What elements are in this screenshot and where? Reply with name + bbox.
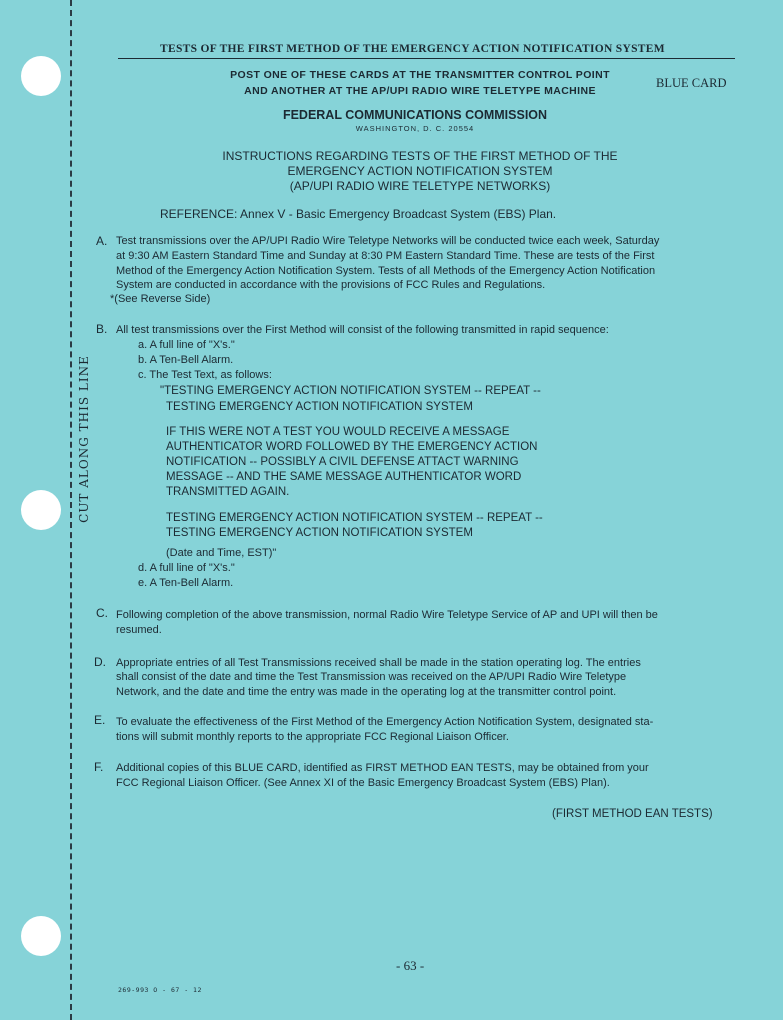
test-paragraph-line: TRANSMITTED AGAIN. bbox=[166, 486, 290, 498]
print-code: 269-993 O - 67 - 12 bbox=[118, 986, 202, 994]
section-e-line: To evaluate the effectiveness of the First Method of the Emergency Action Notification System, designated sta- bbox=[116, 716, 654, 728]
section-f-label: F. bbox=[94, 760, 104, 774]
instructions-title-line-3: (AP/UPI RADIO WIRE TELETYPE NETWORKS) bbox=[289, 179, 551, 193]
test-paragraph-line: IF THIS WERE NOT A TEST YOU WOULD RECEIVE A MESSAGE bbox=[166, 426, 510, 438]
agency-city: WASHINGTON, D. C. 20554 bbox=[355, 124, 475, 133]
punch-hole-bottom bbox=[21, 916, 61, 956]
punch-hole-top bbox=[21, 56, 61, 96]
title-rule bbox=[118, 58, 735, 59]
section-a-line: at 9:30 AM Eastern Standard Time and Sunday at 8:30 PM Eastern Standard Time. These are tests of the First bbox=[116, 250, 655, 262]
section-b-item-e: e. A Ten-Bell Alarm. bbox=[138, 577, 234, 589]
test-paragraph-line: AUTHENTICATOR WORD FOLLOWED BY THE EMERGENCY ACTION bbox=[166, 441, 538, 453]
test-paragraph-line: NOTIFICATION -- POSSIBLY A CIVIL DEFENSE ATTACT WARNING bbox=[166, 456, 519, 468]
test-text-line: TESTING EMERGENCY ACTION NOTIFICATION SYSTEM bbox=[166, 401, 473, 413]
test-text-line: "TESTING EMERGENCY ACTION NOTIFICATION SYSTEM -- REPEAT -- bbox=[160, 385, 541, 397]
page-number: - 63 - bbox=[396, 958, 425, 973]
test-text-line: TESTING EMERGENCY ACTION NOTIFICATION SYSTEM -- REPEAT -- bbox=[166, 512, 543, 524]
section-b-intro: All test transmissions over the First Method will consist of the following transmitted in rapid sequence: bbox=[116, 324, 609, 336]
card-color-label: BLUE CARD bbox=[656, 76, 727, 90]
section-c-line: resumed. bbox=[116, 624, 162, 636]
test-text-line: TESTING EMERGENCY ACTION NOTIFICATION SYSTEM bbox=[166, 527, 473, 539]
section-d-label: D. bbox=[94, 655, 106, 669]
section-c-label: C. bbox=[96, 606, 108, 620]
section-c-line: Following completion of the above transmission, normal Radio Wire Teletype Service of AP and UPI will then be bbox=[116, 609, 658, 621]
section-a-line: *(See Reverse Side) bbox=[110, 293, 211, 305]
section-d-line: Appropriate entries of all Test Transmissions received shall be made in the station operating log. The entries bbox=[116, 657, 641, 669]
section-b-label: B. bbox=[96, 322, 108, 336]
section-b-item-a: a. A full line of "X's." bbox=[138, 339, 235, 351]
section-b-item-d: d. A full line of "X's." bbox=[138, 562, 235, 574]
section-a-line: System are conducted in accordance with the provisions of FCC Rules and Regulations. bbox=[116, 279, 546, 291]
test-date-time: (Date and Time, EST)" bbox=[166, 547, 277, 559]
section-a-line: Method of the Emergency Action Notification System. Tests of all Methods of the Emergency Action Notification bbox=[116, 265, 656, 277]
section-e-label: E. bbox=[94, 713, 106, 727]
section-e-line: tions will submit monthly reports to the appropriate FCC Regional Liaison Officer. bbox=[116, 731, 509, 743]
section-a-line: Test transmissions over the AP/UPI Radio Wire Teletype Networks will be conducted twice each week, Saturday bbox=[116, 235, 660, 247]
reference-line: REFERENCE: Annex V - Basic Emergency Broadcast System (EBS) Plan. bbox=[160, 207, 557, 221]
card-title: TESTS OF THE FIRST METHOD OF THE EMERGENCY ACTION NOTIFICATION SYSTEM bbox=[160, 43, 665, 55]
section-d-line: shall consist of the date and time the Test Transmission was received on the AP/UPI Radio Wire Teletype bbox=[116, 671, 627, 683]
agency-name: FEDERAL COMMUNICATIONS COMMISSION bbox=[282, 108, 548, 122]
section-f-line: Additional copies of this BLUE CARD, identified as FIRST METHOD EAN TESTS, may be obtained from your bbox=[116, 762, 649, 774]
section-b-item-b: b. A Ten-Bell Alarm. bbox=[138, 354, 234, 366]
instructions-title-line-1: INSTRUCTIONS REGARDING TESTS OF THE FIRST METHOD OF THE bbox=[222, 149, 618, 163]
section-b-item-c: c. The Test Text, as follows: bbox=[138, 369, 272, 381]
cut-line-label: CUT ALONG THIS LINE bbox=[77, 355, 91, 523]
punch-hole-middle bbox=[21, 490, 61, 530]
test-paragraph-line: MESSAGE -- AND THE SAME MESSAGE AUTHENTICATOR WORD bbox=[166, 471, 522, 483]
section-a-label: A. bbox=[96, 234, 108, 248]
posting-instruction-line-2: AND ANOTHER AT THE AP/UPI RADIO WIRE TELETYPE MACHINE bbox=[244, 85, 596, 97]
instructions-title-line-2: EMERGENCY ACTION NOTIFICATION SYSTEM bbox=[287, 164, 553, 178]
section-f-closing: (FIRST METHOD EAN TESTS) bbox=[552, 808, 713, 820]
posting-instruction-line-1: POST ONE OF THESE CARDS AT THE TRANSMITTER CONTROL POINT bbox=[230, 69, 610, 81]
section-f-line: FCC Regional Liaison Officer. (See Annex XI of the Basic Emergency Broadcast System (EBS) Plan). bbox=[116, 777, 610, 789]
section-d-line: Network, and the date and time the entry was made in the operating log at the transmitter control point. bbox=[116, 686, 617, 698]
cut-line bbox=[70, 0, 72, 1020]
